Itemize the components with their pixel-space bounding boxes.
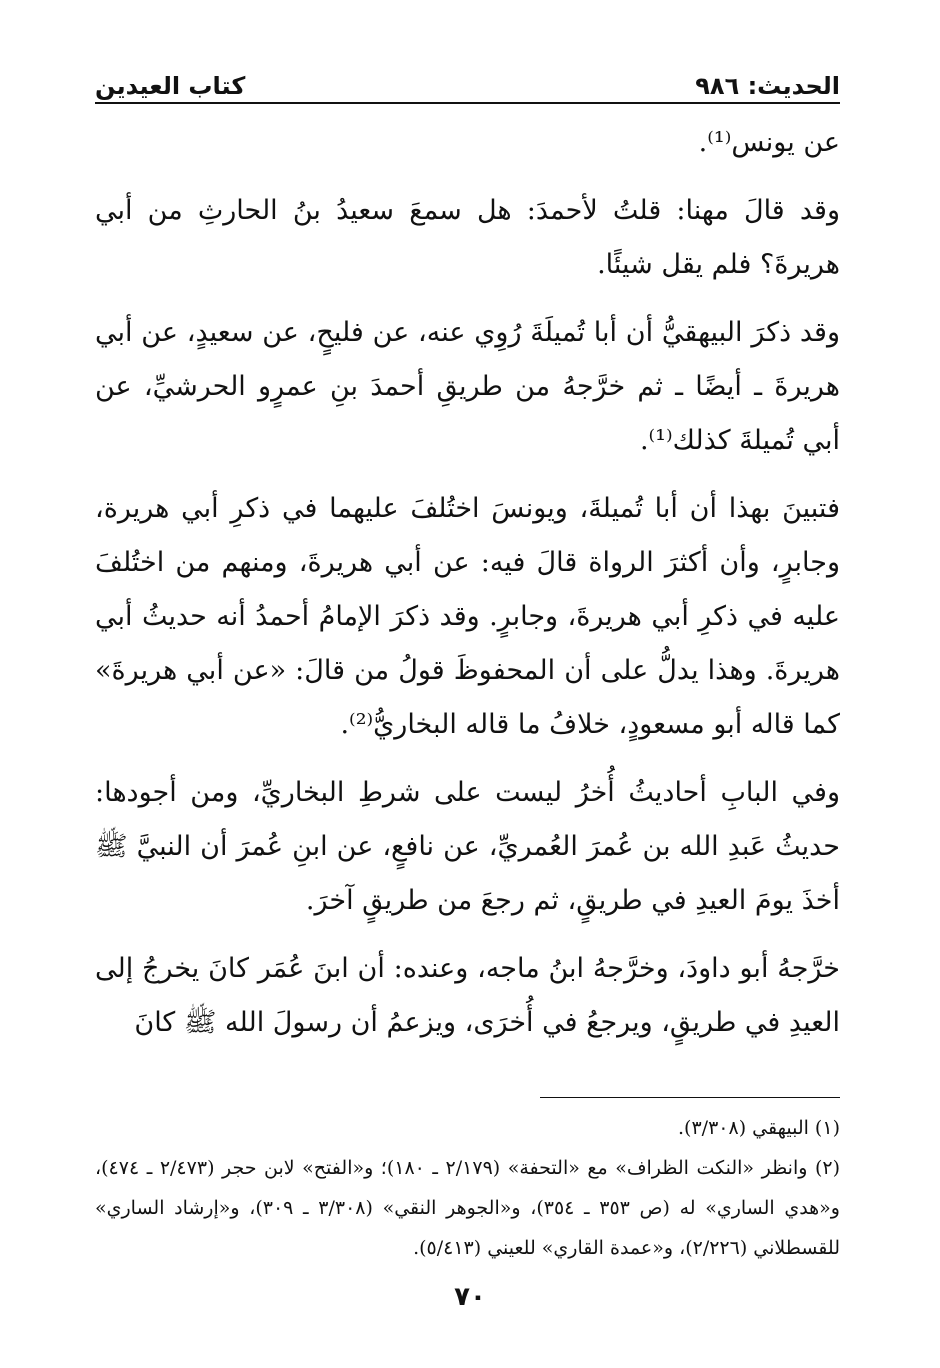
paragraph: وقد قالَ مهنا: قلتُ لأحمدَ: هل سمعَ سعيدُ بنُ الحارثِ من أبي هريرةَ؟ فلم يقل شيئًا. [95,195,840,280]
paragraph: خرَّجهُ أبو داودَ، وخرَّجهُ ابنُ ماجه، وعنده: أن ابنَ عُمَر كانَ يخرجُ إلى العيدِ في طريقٍ، ويرجعُ في أُخرَى، ويزعمُ أن رسولَ الله ﷺ كانَ [95,953,840,1038]
paragraph: عن يونس⁽¹⁾. [698,127,840,158]
paragraph: وقد ذكرَ البيهقيُّ أن أبا تُميلَةَ رُوِي عنه، عن فليحٍ، عن سعيدٍ، عن أبي هريرةَ ـ أيضًا ـ ثم خرَّجهُ من طريقِ أحمدَ بنِ عمرٍو الحرشيِّ، عن أبي تُميلةَ كذلك⁽¹⁾. [95,317,840,456]
running-header [95,60,840,100]
paragraph: فتبينَ بهذا أن أبا تُميلةَ، ويونسَ اختُلفَ عليهما في ذكرِ أبي هريرة، وجابرٍ، وأن أكثرَ الرواة قالَ فيه: عن أبي هريرةَ، ومنهم من اختُلفَ عليه في ذكرِ أبي هريرةَ، وجابرٍ. وقد ذكرَ الإمامُ أحمدُ أنه حديثُ أبي هريرةَ. وهذا يدلُّ على أن المحفوظَ قولُ من قالَ: «عن أبي هريرةَ» كما قاله أبو مسعودٍ، خلافُ ما قاله البخاريُّ⁽²⁾. [95,493,840,740]
page-number: ٧٠ [454,1282,486,1312]
main-text [95,116,840,1064]
footnotes [95,1108,840,1268]
header-rule [95,102,840,104]
footnote-rule [540,1097,840,1098]
book-title-heading: كتاب العيدين [95,72,246,100]
footnote: (٢) وانظر «النكت الظراف» مع «التحفة» (٢/١٧٩ ـ ١٨٠)؛ و«الفتح» لابن حجر (٢/٤٧٣ ـ ٤٧٤)، و«هدي الساري» له (ص ٣٥٣ ـ ٣٥٤)، و«الجوهر النقي» (٣/٣٠٨ ـ ٣٠٩)، و«إرشاد الساري» للقسطلاني (٢/٢٢٦)، و«عمدة القاري» للعيني (٥/٤١٣). [95,1157,840,1259]
footnote: (١) البيهقي (٣/٣٠٨). [678,1117,840,1139]
paragraph: وفي البابِ أحاديثُ أُخرُ ليست على شرطِ البخاريِّ، ومن أجودها: حديثُ عَبدِ الله بن عُمرَ العُمريِّ، عن نافعٍ، عن ابنِ عُمرَ أن النبيَّ ﷺ أخذَ يومَ العيدِ في طريقٍ، ثم رجعَ من طريقٍ آخرَ. [95,777,840,916]
hadith-number-heading: الحديث: ٩٨٦ [695,72,840,100]
